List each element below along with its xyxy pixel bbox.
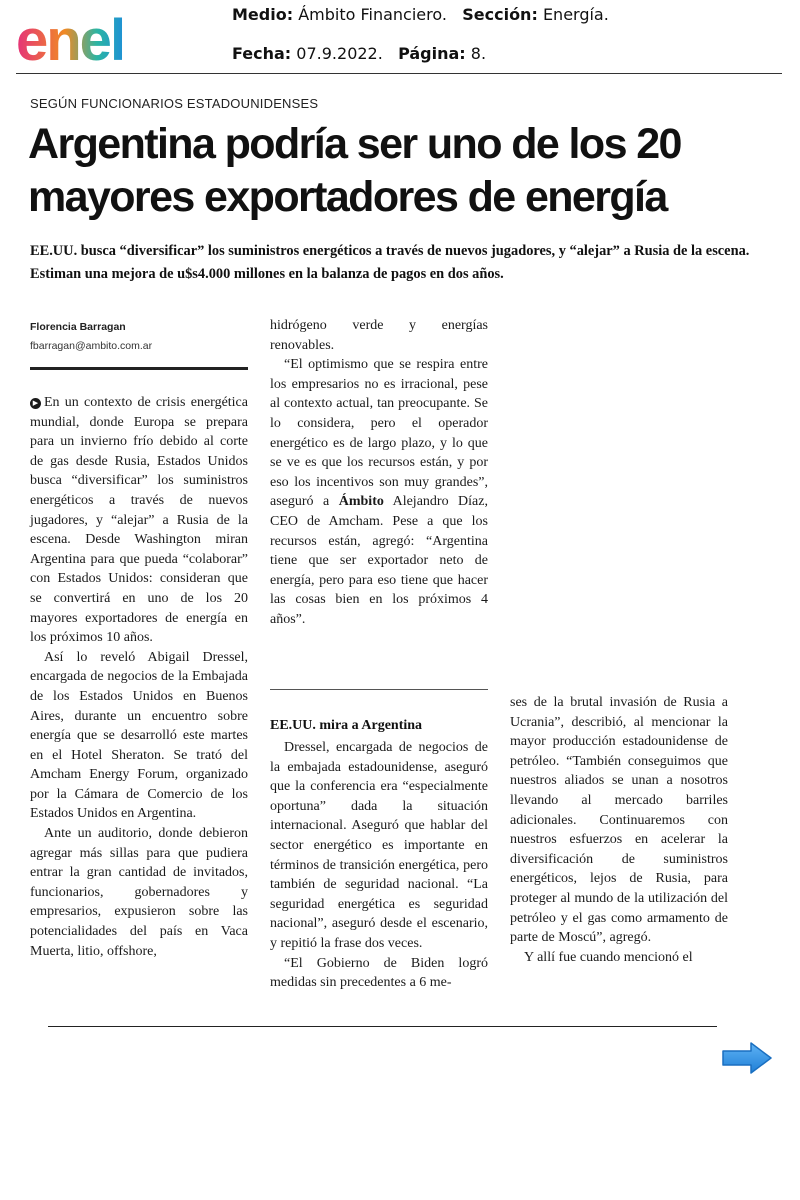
paragraph	[270, 355, 488, 629]
paragraph-text: En un contexto de crisis energética mundial, donde Europa se prepara para un invierno frío debido al corte de gas desde Rusia, Estados Unidos busca “diversificar” los suministros energéticos a través de nuevos jugadores, y “alejar” a Rusia de la escena. Desde Washington miran Argentina para que pueda “colaborar” con Estados Unidos: consideran que se convertirá en uno de los 20 mayores exportadores de energía en los próximos 10 años.	[30, 395, 248, 646]
article-column-2-top	[270, 316, 488, 630]
seccion-label: Sección:	[462, 5, 538, 24]
article-subhead: EE.UU. mira a Argentina	[270, 718, 423, 733]
paragraph-text: “El optimismo que se respira entre los empresarios no es irracional, pese al contexto actual, tan preocupante. Se lo considera, pero el operador energético es de largo plazo, y lo que se ve es que los recursos están, y por eso los incentivos son muy grandes”, aseguró a	[270, 357, 488, 510]
author-name: Florencia Barragan	[30, 321, 126, 333]
paragraph: Dressel, encargada de negocios de la embajada estadounidense, aseguró que la conferencia era “especialmente oportuna” dada la situación internacional. Aseguró que hablar del sector energético es importante en términos de transición energética, pero también de seguridad nacional. “La seguridad energética es seguridad nacional”, aseguró desde el escenario, y repitió la frase dos veces.	[270, 740, 488, 951]
paragraph-text: Alejandro Díaz, CEO de Amcham. Pese a que los recursos están, agregó: “Argentina tiene que ser exportador neto de energía, pero para eso tiene que hacer las cosas bien en los próximos 4 años”.	[270, 494, 488, 627]
paragraph	[30, 393, 248, 648]
svg-text:enel: enel	[16, 8, 125, 70]
byline-divider	[30, 367, 248, 370]
article-column-1	[30, 393, 248, 961]
medio-label: Medio:	[232, 5, 294, 24]
meta-line-medio	[232, 5, 609, 24]
seccion-value: Energía.	[542, 5, 609, 24]
enel-logo	[16, 8, 172, 70]
article-kicker: SEGÚN FUNCIONARIOS ESTADOUNIDENSES	[30, 96, 319, 111]
article-headline: Argentina podría ser uno de los 20 mayores exportadores de energía	[28, 120, 681, 221]
paragraph: Y allí fue cuando mencionó el	[524, 949, 693, 965]
footer-divider	[48, 1026, 717, 1027]
pagina-label: Página:	[398, 44, 466, 63]
subhead-divider	[270, 689, 488, 690]
paragraph: ses de la brutal invasión de Rusia a Ucrania”, describió, al mencionar la mayor producción estadounidense de petróleo. “También conseguimos que nuestros aliados se unan a nosotros llevando al mercado barriles adicionales. Continuaremos con nuestros esfuerzos en acelerar la diversificación de suministros energéticos, lejos de Rusia, para proteger al mundo de la utilización del petróleo y el gas como armamento de parte de Moscú”, agregó.	[510, 695, 728, 946]
article-column-3	[510, 693, 728, 967]
arrow-right-icon[interactable]	[720, 1040, 774, 1076]
paragraph: Ante un auditorio, donde debieron agregar más sillas para que pudiera entrar la gran cantidad de invitados, funcionarios, gobernadores y empresarios, expusieron sobre las potencialidades del país en Vaca Muerta, litio, offshore,	[30, 826, 248, 959]
play-circle-icon: ▶	[30, 398, 41, 409]
meta-line-fecha	[232, 44, 486, 63]
paragraph: hidrógeno verde y energías renovables.	[270, 318, 488, 353]
medio-value: Ámbito Financiero.	[298, 5, 447, 24]
article-deck: EE.UU. busca “diversificar” los suministros energéticos a través de nuevos jugadores, y “alejar” a Rusia de la escena. Estiman una mejora de u$s4.000 millones en la balanza de pagos en dos años.	[30, 243, 750, 282]
author-email: fbarragan@ambito.com.ar	[30, 340, 153, 352]
header-divider	[16, 73, 782, 74]
paragraph: Así lo reveló Abigail Dressel, encargada de negocios de la Embajada de los Estados Unidos en Buenos Aires, durante un encuentro sobre energía que se desarrolló este martes en el Hotel Sheraton. Se trató del Amcham Energy Forum, organizado por la Cámara de Comercio de los Estados Unidos en Argentina.	[30, 649, 248, 822]
pagina-value: 8.	[470, 44, 487, 63]
article-column-2-bottom	[270, 716, 488, 993]
fecha-value: 07.9.2022.	[296, 44, 383, 63]
fecha-label: Fecha:	[232, 44, 292, 63]
ambito-name: Ámbito	[338, 494, 384, 510]
paragraph: “El Gobierno de Biden logró medidas sin precedentes a 6 me-	[270, 955, 488, 991]
